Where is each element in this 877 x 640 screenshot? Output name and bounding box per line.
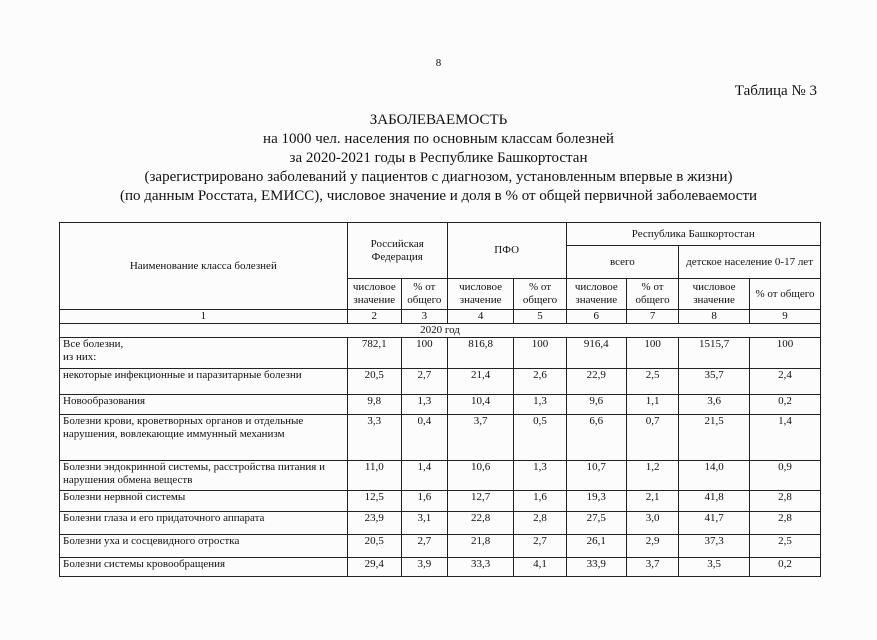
percent-cell: 2,8 <box>514 512 566 535</box>
percent-cell: 1,1 <box>627 395 679 415</box>
value-cell: 12,5 <box>347 491 401 512</box>
header-rb-child: детское население 0-17 лет <box>679 246 821 279</box>
table-row <box>60 338 821 369</box>
value-cell: 35,7 <box>679 369 750 395</box>
page-number: 8 <box>435 57 442 69</box>
value-cell: 21,4 <box>447 369 514 395</box>
document-title <box>0 111 877 206</box>
percent-cell: 3,7 <box>627 558 679 577</box>
percent-cell: 2,8 <box>750 491 821 512</box>
percent-cell: 2,6 <box>514 369 566 395</box>
percent-cell: 2,1 <box>627 491 679 512</box>
header-rb-all: всего <box>566 246 679 279</box>
percent-cell: 4,1 <box>514 558 566 577</box>
disease-class-name: Болезни системы кровообращения <box>60 558 348 577</box>
percent-cell: 3,0 <box>627 512 679 535</box>
value-cell: 11,0 <box>347 461 401 491</box>
percent-cell: 1,3 <box>401 395 447 415</box>
value-cell: 916,4 <box>566 338 626 369</box>
disease-class-name: Болезни глаза и его придаточного аппарата <box>60 512 348 535</box>
percent-cell: 2,7 <box>401 535 447 558</box>
header-pfo: ПФО <box>447 223 566 279</box>
value-cell: 21,5 <box>679 415 750 461</box>
value-cell: 9,8 <box>347 395 401 415</box>
disease-class-name: Болезни нервной системы <box>60 491 348 512</box>
title-line: (по данным Росстата, ЕМИСС), числовое значение и доля в % от общей первичной заболеваемости <box>119 188 758 204</box>
value-cell: 1515,7 <box>679 338 750 369</box>
value-cell: 33,9 <box>566 558 626 577</box>
percent-cell: 100 <box>750 338 821 369</box>
col-index: 7 <box>627 310 679 324</box>
percent-cell: 0,4 <box>401 415 447 461</box>
disease-class-name: Новообразования <box>60 395 348 415</box>
morbidity-table <box>59 222 821 577</box>
value-cell: 23,9 <box>347 512 401 535</box>
percent-cell: 1,2 <box>627 461 679 491</box>
header-value: числовое значение <box>347 279 401 310</box>
value-cell: 3,7 <box>447 415 514 461</box>
header-pct: % от общего <box>514 279 566 310</box>
value-cell: 9,6 <box>566 395 626 415</box>
table-row <box>60 512 821 535</box>
header-name-col: Наименование класса болезней <box>60 223 348 310</box>
percent-cell: 1,6 <box>514 491 566 512</box>
value-cell: 22,9 <box>566 369 626 395</box>
percent-cell: 2,7 <box>401 369 447 395</box>
col-index: 2 <box>347 310 401 324</box>
percent-cell: 100 <box>514 338 566 369</box>
value-cell: 3,6 <box>679 395 750 415</box>
col-index: 6 <box>566 310 626 324</box>
column-index-row <box>60 310 821 324</box>
value-cell: 19,3 <box>566 491 626 512</box>
header-rf: Российская Федерация <box>347 223 447 279</box>
header-pct: % от общего <box>750 279 821 310</box>
header-value: числовое значение <box>566 279 626 310</box>
percent-cell: 2,5 <box>750 535 821 558</box>
percent-cell: 1,6 <box>401 491 447 512</box>
header-value: числовое значение <box>447 279 514 310</box>
percent-cell: 100 <box>627 338 679 369</box>
value-cell: 782,1 <box>347 338 401 369</box>
value-cell: 12,7 <box>447 491 514 512</box>
table-number: Таблица № 3 <box>734 83 817 99</box>
percent-cell: 1,4 <box>401 461 447 491</box>
percent-cell: 1,3 <box>514 395 566 415</box>
value-cell: 29,4 <box>347 558 401 577</box>
header-pct: % от общего <box>401 279 447 310</box>
value-cell: 33,3 <box>447 558 514 577</box>
title-line: на 1000 чел. населения по основным классам болезней <box>263 131 614 147</box>
col-index: 3 <box>401 310 447 324</box>
value-cell: 3,3 <box>347 415 401 461</box>
disease-class-name: Болезни уха и сосцевидного отростка <box>60 535 348 558</box>
value-cell: 41,7 <box>679 512 750 535</box>
percent-cell: 2,7 <box>514 535 566 558</box>
percent-cell: 0,9 <box>750 461 821 491</box>
value-cell: 10,4 <box>447 395 514 415</box>
col-index: 8 <box>679 310 750 324</box>
col-index: 1 <box>60 310 348 324</box>
percent-cell: 2,4 <box>750 369 821 395</box>
value-cell: 10,7 <box>566 461 626 491</box>
value-cell: 3,5 <box>679 558 750 577</box>
disease-class-name: некоторые инфекционные и паразитарные болезни <box>60 369 348 395</box>
value-cell: 10,6 <box>447 461 514 491</box>
header-value: числовое значение <box>679 279 750 310</box>
percent-cell: 2,9 <box>627 535 679 558</box>
table-row <box>60 535 821 558</box>
col-index: 9 <box>750 310 821 324</box>
table-row <box>60 461 821 491</box>
value-cell: 6,6 <box>566 415 626 461</box>
value-cell: 14,0 <box>679 461 750 491</box>
value-cell: 22,8 <box>447 512 514 535</box>
table-row <box>60 369 821 395</box>
table-row <box>60 558 821 577</box>
header-rb: Республика Башкортостан <box>566 223 820 246</box>
percent-cell: 0,5 <box>514 415 566 461</box>
percent-cell: 0,7 <box>627 415 679 461</box>
value-cell: 20,5 <box>347 369 401 395</box>
disease-class-name: Все болезни, из них: <box>60 338 348 369</box>
value-cell: 26,1 <box>566 535 626 558</box>
percent-cell: 0,2 <box>750 558 821 577</box>
table-row <box>60 415 821 461</box>
col-index: 5 <box>514 310 566 324</box>
table-row <box>60 395 821 415</box>
table-row <box>60 491 821 512</box>
percent-cell: 2,8 <box>750 512 821 535</box>
value-cell: 816,8 <box>447 338 514 369</box>
percent-cell: 3,1 <box>401 512 447 535</box>
value-cell: 41,8 <box>679 491 750 512</box>
percent-cell: 1,4 <box>750 415 821 461</box>
value-cell: 20,5 <box>347 535 401 558</box>
value-cell: 27,5 <box>566 512 626 535</box>
disease-class-name: Болезни эндокринной системы, расстройства питания и нарушения обмена веществ <box>60 461 348 491</box>
value-cell: 21,8 <box>447 535 514 558</box>
table-body <box>60 338 821 577</box>
percent-cell: 1,3 <box>514 461 566 491</box>
title-line: за 2020-2021 годы в Республике Башкортостан <box>289 150 588 166</box>
header-pct: % от общего <box>627 279 679 310</box>
value-cell: 37,3 <box>679 535 750 558</box>
percent-cell: 0,2 <box>750 395 821 415</box>
percent-cell: 3,9 <box>401 558 447 577</box>
title-line: ЗАБОЛЕВАЕМОСТЬ <box>369 112 508 128</box>
year-label: 2020 год <box>60 324 821 338</box>
col-index: 4 <box>447 310 514 324</box>
percent-cell: 100 <box>401 338 447 369</box>
title-line: (зарегистрировано заболеваний у пациентов с диагнозом, установленным впервые в жизни) <box>144 169 733 185</box>
percent-cell: 2,5 <box>627 369 679 395</box>
disease-class-name: Болезни крови, кроветворных органов и отдельные нарушения, вовлекающие иммунный механизм <box>60 415 348 461</box>
